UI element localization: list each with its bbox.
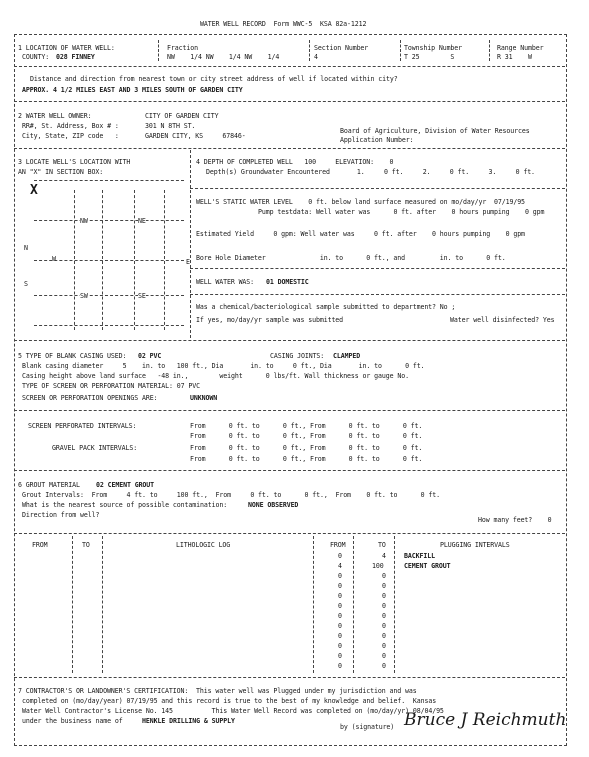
groundwater-line: Depth(s) Groundwater Encountered 1. 0 ft. 2. 0 ft. 3. 0 ft.	[206, 168, 535, 176]
section-box	[14, 180, 190, 330]
compass-s: S	[24, 280, 28, 288]
owner-label: 2 WATER WELL OWNER:	[18, 112, 92, 120]
quarter-ne: NE	[138, 217, 146, 225]
distance-value: APPROX. 4 1/2 MILES EAST AND 3 MILES SOUTH OF GARDEN CITY	[22, 86, 243, 94]
log-header-from-2: FROM	[330, 541, 346, 549]
range-label: Range Number	[497, 44, 544, 52]
plug-row-from: 0	[338, 582, 342, 590]
quarter-se: SE	[138, 292, 146, 300]
plug-row-from: 0	[338, 552, 342, 560]
log-header-plugging: PLUGGING INTERVALS	[440, 541, 510, 549]
casing-height-line: Casing height above land surface -48 in., weight 0 lbs/ft. Wall thickness or gauge No.	[22, 372, 409, 380]
board-text: Board of Agriculture, Division of Water Resources	[340, 127, 530, 135]
plug-row-to: 0	[382, 622, 386, 630]
address-label: RR#, St. Address, Box # :	[22, 122, 119, 130]
log-header-to: TO	[82, 541, 90, 549]
plug-row-from: 4	[338, 562, 342, 570]
plug-row-description: CEMENT GROUT	[404, 562, 451, 570]
depth-line: 4 DEPTH OF COMPLETED WELL 100 ELEVATION: 0	[196, 158, 394, 166]
plug-row-from: 0	[338, 602, 342, 610]
plug-row-to: 0	[382, 592, 386, 600]
plug-row-to: 4	[382, 552, 386, 560]
how-many-feet: How many feet? 0	[478, 516, 552, 524]
plug-row-to: 0	[382, 642, 386, 650]
plug-row-to: 100	[372, 562, 384, 570]
plug-row-from: 0	[338, 612, 342, 620]
plug-row-description: BACKFILL	[404, 552, 435, 560]
city-label: City, State, ZIP code :	[22, 132, 119, 140]
plug-row-from: 0	[338, 662, 342, 670]
quarter-sw: SW	[80, 292, 88, 300]
pump-test-line: Pump testdata: Well water was 0 ft. after 0 hours pumping 0 gpm	[258, 208, 545, 216]
township-value: T 25 S	[404, 53, 455, 61]
plugging-table	[0, 552, 589, 672]
interval-row-3: From 0 ft. to 0 ft., From 0 ft. to 0 ft.	[190, 444, 423, 452]
locate-label: 3 LOCATE WELL'S LOCATION WITH	[18, 158, 131, 166]
plug-row-to: 0	[382, 572, 386, 580]
quarter-nw: NW	[80, 217, 88, 225]
chem-line: Was a chemical/bacteriological sample submitted to department? No ;	[196, 303, 456, 311]
openings-label: SCREEN OR PERFORATION OPENINGS ARE:	[22, 394, 158, 402]
well-location-mark: X	[30, 183, 38, 198]
plug-row-to: 0	[382, 652, 386, 660]
contamination-value: NONE OBSERVED	[248, 501, 299, 509]
screen-perforated-label: SCREEN PERFORATED INTERVALS:	[28, 422, 137, 430]
application-number: Application Number:	[340, 136, 414, 144]
well-use-label: WELL WATER WAS:	[196, 278, 255, 286]
bore-line: Bore Hole Diameter in. to 0 ft., and in. to 0 ft.	[196, 254, 506, 262]
casing-joints-label: CASING JOINTS:	[270, 352, 325, 360]
location-label: 1 LOCATION OF WATER WELL:	[18, 44, 115, 52]
section-value: 4	[314, 53, 318, 61]
fraction-values: NW 1/4 NW 1/4 NW 1/4	[167, 53, 280, 61]
contamination-label: What is the nearest source of possible contamination:	[22, 501, 228, 509]
signature-label: by (signature)	[340, 723, 395, 731]
plug-row-from: 0	[338, 592, 342, 600]
plug-row-from: 0	[338, 652, 342, 660]
certification-line-3: Water Well Contractor's License No. 145 This Water Well Record was completed on (mo/day/yr) 08/04/95	[22, 707, 444, 715]
grout-intervals-line: Grout Intervals: From 4 ft. to 100 ft., From 0 ft. to 0 ft., From 0 ft. to 0 ft.	[22, 491, 440, 499]
grout-label: 6 GROUT MATERIAL	[18, 481, 80, 489]
interval-row-2: From 0 ft. to 0 ft., From 0 ft. to 0 ft.	[190, 432, 423, 440]
plug-row-to: 0	[382, 602, 386, 610]
compass-n: N	[24, 244, 28, 252]
distance-label: Distance and direction from nearest town or city street address of well if located within city?	[30, 75, 398, 83]
locate-label-2: AN "X" IN SECTION BOX:	[18, 168, 104, 176]
range-value: R 31 W	[497, 53, 532, 61]
plug-row-from: 0	[338, 622, 342, 630]
plug-row-from: 0	[338, 642, 342, 650]
signature: Bruce J Reichmuth	[404, 710, 567, 730]
yield-line: Estimated Yield 0 gpm: Well water was 0 ft. after 0 hours pumping 0 gpm	[196, 230, 525, 238]
well-use-value: 01 DOMESTIC	[266, 278, 309, 286]
address-value: 301 N 8TH ST.	[145, 122, 196, 130]
gravel-pack-label: GRAVEL PACK INTERVALS:	[52, 444, 138, 452]
direction-label: Direction from well?	[22, 511, 100, 519]
chem-line-2: If yes, mo/day/yr sample was submitted	[196, 316, 344, 324]
business-name-value: HENKLE DRILLING & SUPPLY	[142, 717, 235, 725]
log-header-to-2: TO	[378, 541, 386, 549]
form-title: WATER WELL RECORD Form WWC-5 KSA 82a-1212	[200, 20, 367, 28]
log-header-from: FROM	[32, 541, 48, 549]
plug-row-to: 0	[382, 582, 386, 590]
screen-material-line: TYPE OF SCREEN OR PERFORATION MATERIAL: 07 PVC	[22, 382, 201, 390]
certification-line-1: 7 CONTRACTOR'S OR LANDOWNER'S CERTIFICATION: This water well was Plugged under my jurisdiction and was	[18, 687, 417, 695]
county-label: COUNTY:	[22, 53, 50, 61]
interval-row-1: From 0 ft. to 0 ft., From 0 ft. to 0 ft.	[190, 422, 423, 430]
city-value: GARDEN CITY, KS 67846-	[145, 132, 246, 140]
static-level-line: WELL'S STATIC WATER LEVEL 0 ft. below land surface measured on mo/day/yr 07/19/95	[196, 198, 525, 206]
casing-joints-value: CLAMPED	[333, 352, 361, 360]
grout-value: 02 CEMENT GROUT	[96, 481, 155, 489]
openings-value: UNKNOWN	[190, 394, 218, 402]
plug-row-to: 0	[382, 662, 386, 670]
plug-row-from: 0	[338, 632, 342, 640]
certification-line-2: completed on (mo/day/year) 07/19/95 and this record is true to the best of my knowledge and belief. Kansas	[22, 697, 437, 705]
casing-diameter-line: Blank casing diameter 5 in. to 100 ft., Dia in. to 0 ft., Dia in. to 0 ft.	[22, 362, 425, 370]
casing-type-label: 5 TYPE OF BLANK CASING USED:	[18, 352, 127, 360]
township-label: Township Number	[404, 44, 463, 52]
log-header-lithologic: LITHOLOGIC LOG	[176, 541, 231, 549]
business-name-label: under the business name of	[22, 717, 123, 725]
compass-e: E	[186, 258, 190, 266]
plug-row-to: 0	[382, 612, 386, 620]
section-label: Section Number	[314, 44, 369, 52]
fraction-label: Fraction	[167, 44, 198, 52]
owner-value: CITY OF GARDEN CITY	[145, 112, 219, 120]
disinfected-line: Water well disinfected? Yes	[450, 316, 555, 324]
plug-row-from: 0	[338, 572, 342, 580]
county-value: 028 FINNEY	[56, 53, 95, 61]
casing-type-value: 02 PVC	[138, 352, 162, 360]
plug-row-to: 0	[382, 632, 386, 640]
interval-row-4: From 0 ft. to 0 ft., From 0 ft. to 0 ft.	[190, 455, 423, 463]
compass-w: W	[52, 255, 56, 263]
